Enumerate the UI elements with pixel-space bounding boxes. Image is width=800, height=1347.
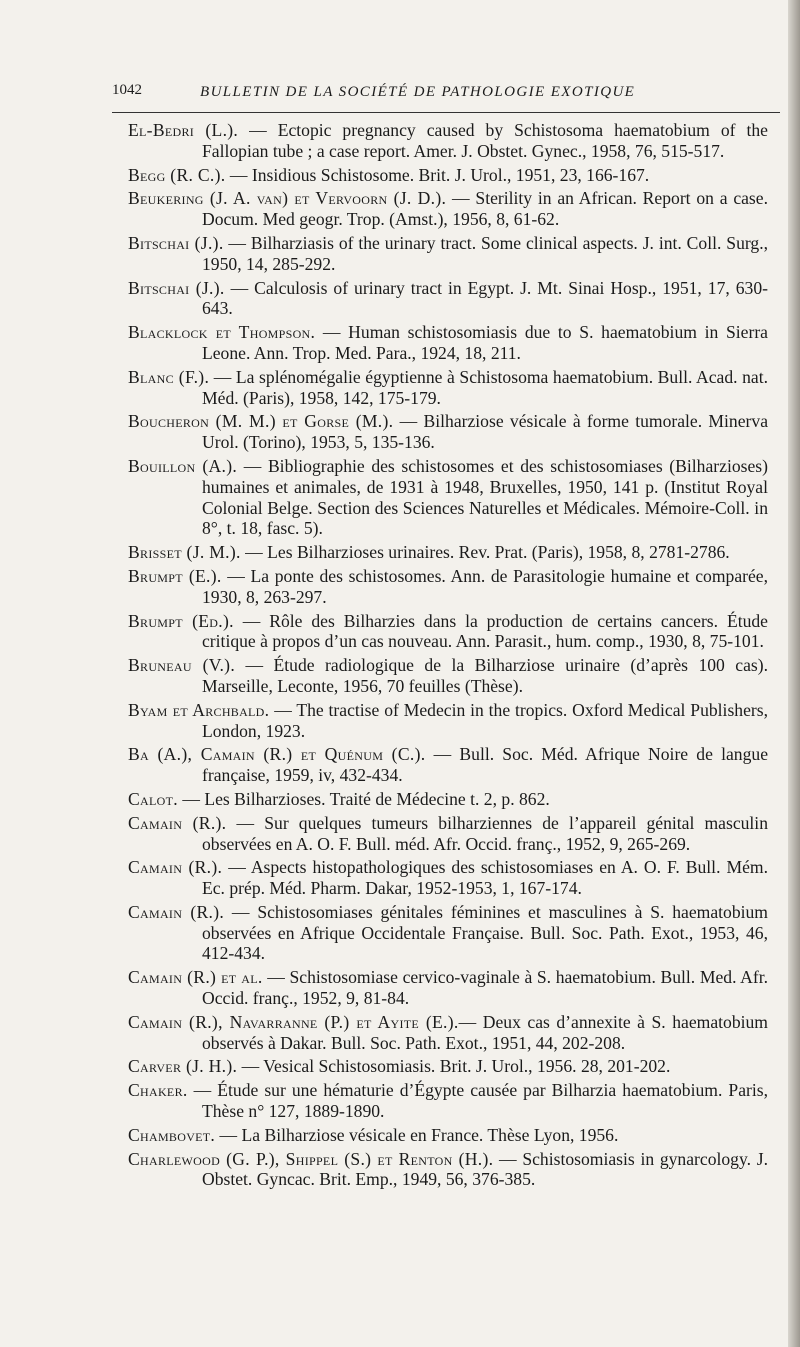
reference-entry: [128, 744, 768, 786]
header-rule: [112, 112, 780, 113]
reference-entry: [128, 233, 768, 275]
reference-author: Charlewood (G. P.), Shippel (S.) et Renton (H.).: [128, 1148, 494, 1169]
reference-author: Boucheron (M. M.) et Gorse (M.).: [128, 411, 394, 432]
reference-entry: [128, 456, 768, 539]
reference-author: Camain (R.), Navarranne (P.) et Ayite (E.).: [128, 1011, 459, 1032]
reference-author: Bitschai (J.).: [128, 232, 224, 253]
reference-text: — Bibliographie des schistosomes et des schistosomiases (Bilharzioses) humaines et animales, de 1931 à 1948, Bruxelles, 1950, 141 p. (Institut Royal Colonial Belge. Section des Sciences Naturelles et Médicales. Mémoire-Coll. in 8°, t. 18, fasc. 5).: [202, 455, 768, 539]
reference-author: Blacklock et Thompson.: [128, 322, 316, 343]
reference-text: — Aspects histopathologiques des schistosomiases en A. O. F. Bull. Mém. Ec. prép. Méd. Pharm. Dakar, 1952-1953, 1, 167-174.: [202, 857, 768, 899]
reference-entry: [128, 1149, 768, 1191]
reference-author: Begg (R. C.).: [128, 164, 226, 185]
reference-entry: [128, 1125, 768, 1146]
reference-text: — Deux cas d’annexite à S. haematobium observés à Dakar. Bull. Soc. Path. Exot., 1951, 44, 202-208.: [202, 1011, 768, 1053]
reference-author: Brumpt (E.).: [128, 565, 222, 586]
reference-entry: [128, 278, 768, 320]
reference-text: — Bilharziasis of the urinary tract. Some clinical aspects. J. int. Coll. Surg., 1950, 14, 285-292.: [202, 232, 768, 274]
reference-text: — Vesical Schistosomiasis. Brit. J. Urol., 1956. 28, 201-202.: [237, 1056, 671, 1077]
reference-author: Camain (R.).: [128, 901, 225, 922]
reference-author: Camain (R.).: [128, 857, 223, 878]
reference-text: — Schistosomiases génitales féminines et masculines à S. haematobium observées en Afrique Occidentale Française. Bull. Soc. Path. Exot., 1953, 46, 412-434.: [202, 901, 768, 964]
running-title: BULLETIN DE LA SOCIÉTÉ DE PATHOLOGIE EXOTIQUE: [200, 84, 636, 100]
reference-text: — Human schistosomiasis due to S. haematobium in Sierra Leone. Ann. Trop. Med. Para., 1924, 18, 211.: [202, 322, 768, 363]
reference-author: El-Bedri (L.).: [128, 120, 239, 140]
reference-text: — Sur quelques tumeurs bilharziennes de l’appareil génital masculin observées en A. O. F. Bull. méd. Afr. Occid. franç., 1952, 9, 265-269.: [202, 812, 768, 854]
reference-author: Bitschai (J.).: [128, 277, 225, 298]
page-edge-shadow: [788, 0, 800, 1347]
reference-author: Byam et Archbald.: [128, 699, 270, 720]
reference-entry: [128, 542, 768, 563]
reference-text: — La splénomégalie égyptienne à Schistosoma haematobium. Bull. Acad. nat. Méd. (Paris), 1958, 142, 175-179.: [202, 366, 768, 408]
reference-author: Ba (A.), Camain (R.) et Quénum (C.).: [128, 744, 426, 765]
reference-entry: [128, 1012, 768, 1054]
reference-author: Carver (J. H.).: [128, 1056, 238, 1077]
reference-entry: [128, 1080, 768, 1122]
reference-text: — Bull. Soc. Méd. Afrique Noire de langue française, 1959, iv, 432-434.: [202, 744, 768, 786]
reference-entry: [128, 813, 768, 855]
reference-entry: [128, 322, 768, 364]
reference-entry: [128, 655, 768, 697]
reference-text: — Rôle des Bilharzies dans la production de certains cancers. Étude critique à propos d’un cas nouveau. Ann. Parasit., hum. comp., 1930, 8, 75-101.: [202, 610, 768, 652]
reference-entry: [128, 165, 768, 186]
reference-text: — Schistosomiasis in gynarcology. J. Obstet. Gyncac. Brit. Emp., 1949, 56, 376-385.: [202, 1148, 768, 1190]
reference-entry: [128, 1056, 768, 1077]
reference-author: Bouillon (A.).: [128, 455, 238, 476]
reference-text: — Insidious Schistosome. Brit. J. Urol., 1951, 23, 166-167.: [225, 164, 650, 185]
reference-entry: [128, 411, 768, 453]
reference-text: — Étude radiologique de la Bilharziose urinaire (d’après 100 cas). Marseille, Leconte, 1956, 70 feuilles (Thèse).: [202, 655, 769, 696]
reference-author: Camain (R.).: [128, 812, 227, 833]
reference-text: — Schistosomiase cervico-vaginale à S. haematobium. Bull. Med. Afr. Occid. franç., 1952, 9, 81-84.: [202, 967, 768, 1009]
reference-entry: [128, 857, 768, 899]
reference-list: [128, 120, 768, 1193]
reference-author: Blanc (F.).: [128, 366, 210, 387]
reference-entry: [128, 188, 768, 230]
reference-entry: [128, 902, 768, 964]
reference-author: Calot.: [128, 788, 178, 809]
reference-text: — Sterility in an African. Report on a case. Docum. Med geogr. Trop. (Amst.), 1956, 8, 61-62.: [202, 188, 768, 230]
reference-entry: [128, 367, 768, 409]
reference-author: Chaker.: [128, 1080, 188, 1101]
reference-text: — The tractise of Medecin in the tropics. Oxford Medical Publishers, London, 1923.: [202, 699, 769, 741]
reference-author: Chambovet.: [128, 1124, 216, 1145]
reference-entry: [128, 967, 768, 1009]
reference-author: Brisset (J. M.).: [128, 542, 241, 563]
reference-text: — Ectopic pregnancy caused by Schistosoma haematobium of the Fallopian tube ; a case report. Amer. J. Obstet. Gynec., 1958, 76, 515-517.: [202, 120, 768, 161]
page-header: [112, 78, 780, 106]
reference-text: — Bilharziose vésicale à forme tumorale. Minerva Urol. (Torino), 1953, 5, 135-136.: [202, 411, 769, 453]
reference-author: Brumpt (Ed.).: [128, 610, 234, 631]
reference-entry: [128, 611, 768, 653]
reference-text: — Les Bilharzioses urinaires. Rev. Prat. (Paris), 1958, 8, 2781-2786.: [240, 542, 730, 563]
reference-text: — Étude sur une hématurie d’Égypte causée par Bilharzia haematobium. Paris, Thèse n° 127, 1889-1890.: [187, 1080, 768, 1122]
reference-text: — La Bilharziose vésicale en France. Thèse Lyon, 1956.: [215, 1124, 619, 1145]
page-number: 1042: [112, 82, 142, 98]
reference-author: Beukering (J. A. van) et Vervoorn (J. D.).: [128, 188, 447, 209]
reference-entry: [128, 700, 768, 742]
reference-author: Camain (R.) et al.: [128, 967, 263, 988]
reference-author: Bruneau (V.).: [128, 655, 236, 676]
reference-text: — Calculosis of urinary tract in Egypt. J. Mt. Sinai Hosp., 1951, 17, 630-643.: [202, 277, 768, 319]
reference-text: — La ponte des schistosomes. Ann. de Parasitologie humaine et comparée, 1930, 8, 263-297.: [202, 565, 769, 607]
reference-entry: [128, 789, 768, 810]
reference-entry: [128, 566, 768, 608]
reference-text: — Les Bilharzioses. Traité de Médecine t. 2, p. 862.: [177, 788, 550, 809]
reference-entry: [128, 120, 768, 162]
